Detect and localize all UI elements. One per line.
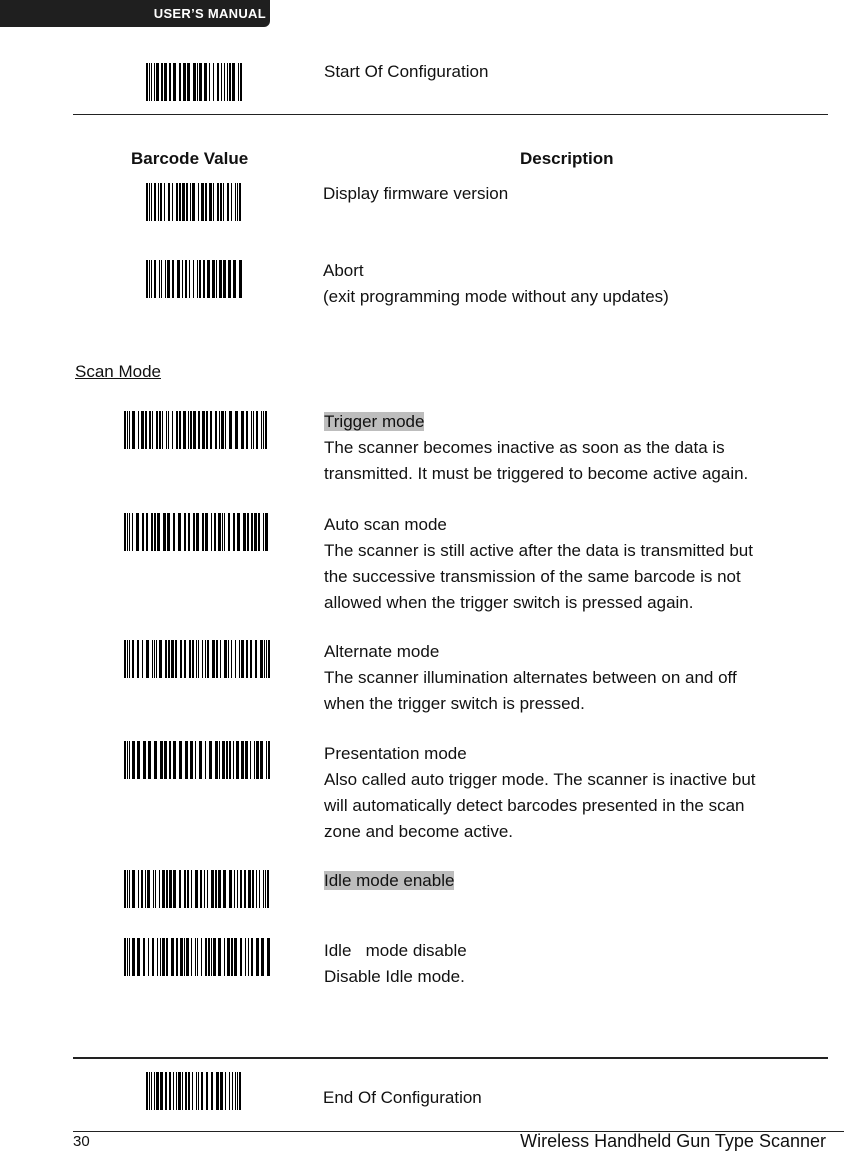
presentation-mode-line-3: zone and become active. bbox=[324, 822, 514, 841]
auto-scan-barcode-icon bbox=[124, 513, 268, 551]
firmware-label: Display firmware version bbox=[323, 184, 509, 203]
idle-disable-line-1: Disable Idle mode. bbox=[324, 967, 465, 986]
manual-header-tab bbox=[0, 0, 270, 27]
col-description: Description bbox=[520, 149, 614, 168]
presentation-mode-barcode-icon bbox=[124, 741, 270, 779]
scan-mode-heading: Scan Mode bbox=[75, 362, 161, 381]
document-title: Wireless Handheld Gun Type Scanner bbox=[520, 1131, 826, 1151]
col-barcode-value: Barcode Value bbox=[131, 149, 249, 168]
presentation-mode-line-2: will automatically detect barcodes presented in the scan bbox=[324, 796, 745, 815]
idle-disable-title: Idle mode disable bbox=[324, 941, 467, 960]
abort-title: Abort bbox=[323, 261, 364, 280]
trigger-mode-title: Trigger mode bbox=[324, 412, 425, 431]
firmware-barcode-icon bbox=[146, 183, 242, 221]
top-divider bbox=[73, 114, 828, 115]
alternate-mode-line-2: when the trigger switch is pressed. bbox=[324, 694, 585, 713]
alternate-mode-barcode-icon bbox=[124, 640, 270, 678]
trigger-mode-line-2: transmitted. It must be triggered to become active again. bbox=[324, 464, 749, 483]
auto-scan-line-1: The scanner is still active after the data is transmitted but bbox=[324, 541, 753, 560]
trigger-mode-barcode-icon bbox=[124, 411, 268, 449]
idle-enable-barcode-icon bbox=[124, 870, 270, 908]
abort-barcode-icon bbox=[146, 260, 242, 298]
auto-scan-title: Auto scan mode bbox=[324, 515, 447, 534]
bottom-divider bbox=[73, 1057, 828, 1059]
presentation-mode-line-1: Also called auto trigger mode. The scanner is inactive but bbox=[324, 770, 756, 789]
alternate-mode-title: Alternate mode bbox=[324, 642, 440, 661]
auto-scan-line-2: the successive transmission of the same barcode is not bbox=[324, 567, 741, 586]
alternate-mode-line-1: The scanner illumination alternates between on and off bbox=[324, 668, 737, 687]
start-config-barcode-icon bbox=[146, 63, 242, 101]
end-config-label: End Of Configuration bbox=[323, 1088, 482, 1107]
end-config-barcode-icon bbox=[146, 1072, 242, 1110]
idle-disable-barcode-icon bbox=[124, 938, 270, 976]
trigger-mode-line-1: The scanner becomes inactive as soon as the data is bbox=[324, 438, 725, 457]
presentation-mode-title: Presentation mode bbox=[324, 744, 467, 763]
start-config-label: Start Of Configuration bbox=[324, 62, 489, 81]
manual-header-label: USER’S MANUAL bbox=[153, 6, 266, 21]
auto-scan-line-3: allowed when the trigger switch is pressed again. bbox=[324, 593, 694, 612]
idle-enable-title: Idle mode enable bbox=[324, 871, 455, 890]
page-number: 30 bbox=[73, 1133, 90, 1150]
abort-detail: (exit programming mode without any updates) bbox=[323, 287, 669, 306]
